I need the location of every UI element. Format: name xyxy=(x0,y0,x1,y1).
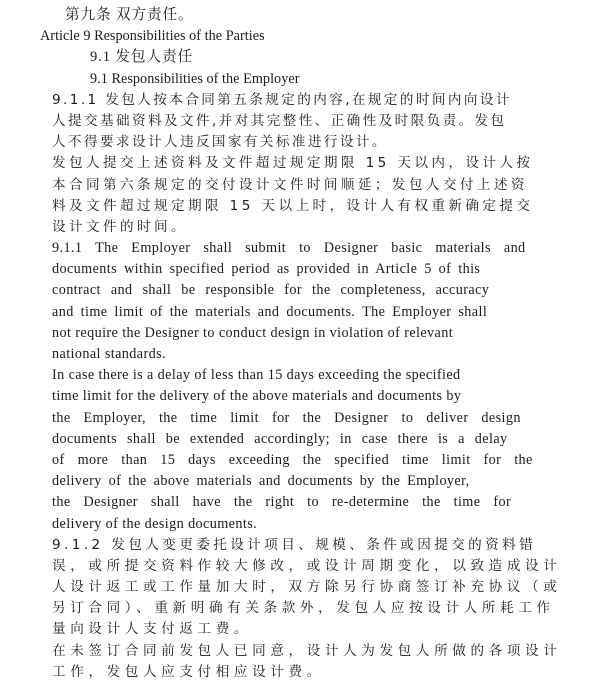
paragraph-line: 料及文件超过规定期限 15 天以上时，设计人有权重新确定提交 xyxy=(52,197,534,214)
paragraph-line: of more than 15 days exceeding the specified time limit for the xyxy=(52,451,533,468)
paragraph-line: 9.1.1 The Employer shall submit to Designer basic materials and xyxy=(52,240,526,257)
paragraph-line: 人提交基础资料及文件,并对其完整性、正确性及时限负责。发包 xyxy=(52,112,507,129)
paragraph-line: In case there is a delay of less than 15 days exceeding the specified xyxy=(52,367,461,384)
paragraph-line: 人不得要求设计人违反国家有关标准进行设计。 xyxy=(52,134,388,151)
paragraph-line: 工作，发包人应支付相应设计费。 xyxy=(52,663,325,680)
paragraph-line: the Designer shall have the right to re-determine the time for xyxy=(52,494,512,511)
paragraph-line: 设计文件的时间。 xyxy=(52,218,188,235)
paragraph-line: documents shall be extended accordingly; in case there is a delay xyxy=(52,430,508,447)
paragraph-line: 本合同第六条规定的交付设计文件时间顺延；发包人交付上述资 xyxy=(52,176,528,193)
paragraph-line: 人设计返工或工作量加大时，双方除另行协商签订补充协议（或 xyxy=(52,579,562,596)
article-heading-chinese: 第九条 双方责任。 xyxy=(65,7,194,23)
paragraph-line: 在未签订合同前发包人已同意，设计人为发包人所做的各项设计 xyxy=(52,642,562,659)
paragraph-line: national standards. xyxy=(52,346,166,362)
paragraph-line: 9.1.2 发包人变更委托设计项目、规模、条件或因提交的资料错 xyxy=(52,536,537,553)
paragraph-line: and time limit of the materials and documents. The Employer shall xyxy=(52,303,488,320)
paragraph-line: documents within specified period as provided in Article 5 of this xyxy=(52,261,481,278)
paragraph-line: 另订合同）、重新明确有关条款外，发包人应按设计人所耗工作 xyxy=(52,600,555,617)
paragraph-line: 量向设计人支付返工费。 xyxy=(52,621,253,638)
article-heading-english: Article 9 Responsibilities of the Parties xyxy=(40,28,265,45)
section-heading-english: 9.1 Responsibilities of the Employer xyxy=(90,70,300,87)
paragraph-line: the Employer, the time limit for the Designer to deliver design xyxy=(52,409,521,426)
paragraph-line: 误，或所提交资料作较大修改，或设计周期变化，以致造成设计 xyxy=(52,557,562,574)
paragraph-line: delivery of the above materials and documents by the Employer, xyxy=(52,473,470,490)
paragraph-line: delivery of the design documents. xyxy=(52,515,258,532)
paragraph-line: time limit for the delivery of the above materials and documents by xyxy=(52,388,462,405)
paragraph-line: 9.1.1 发包人按本合同第五条规定的内容,在规定的时间内向设计 xyxy=(52,91,512,108)
document-text-body xyxy=(40,5,562,683)
paragraph-line: not require the Designer to conduct design in violation of relevant xyxy=(52,324,454,341)
paragraph-line: 发包人提交上述资料及文件超过规定期限 15 天以内，设计人按 xyxy=(52,155,534,172)
paragraph-line: contract and shall be responsible for the completeness, accuracy xyxy=(52,282,490,299)
section-heading-chinese: 9.1 发包人责任 xyxy=(90,49,193,66)
